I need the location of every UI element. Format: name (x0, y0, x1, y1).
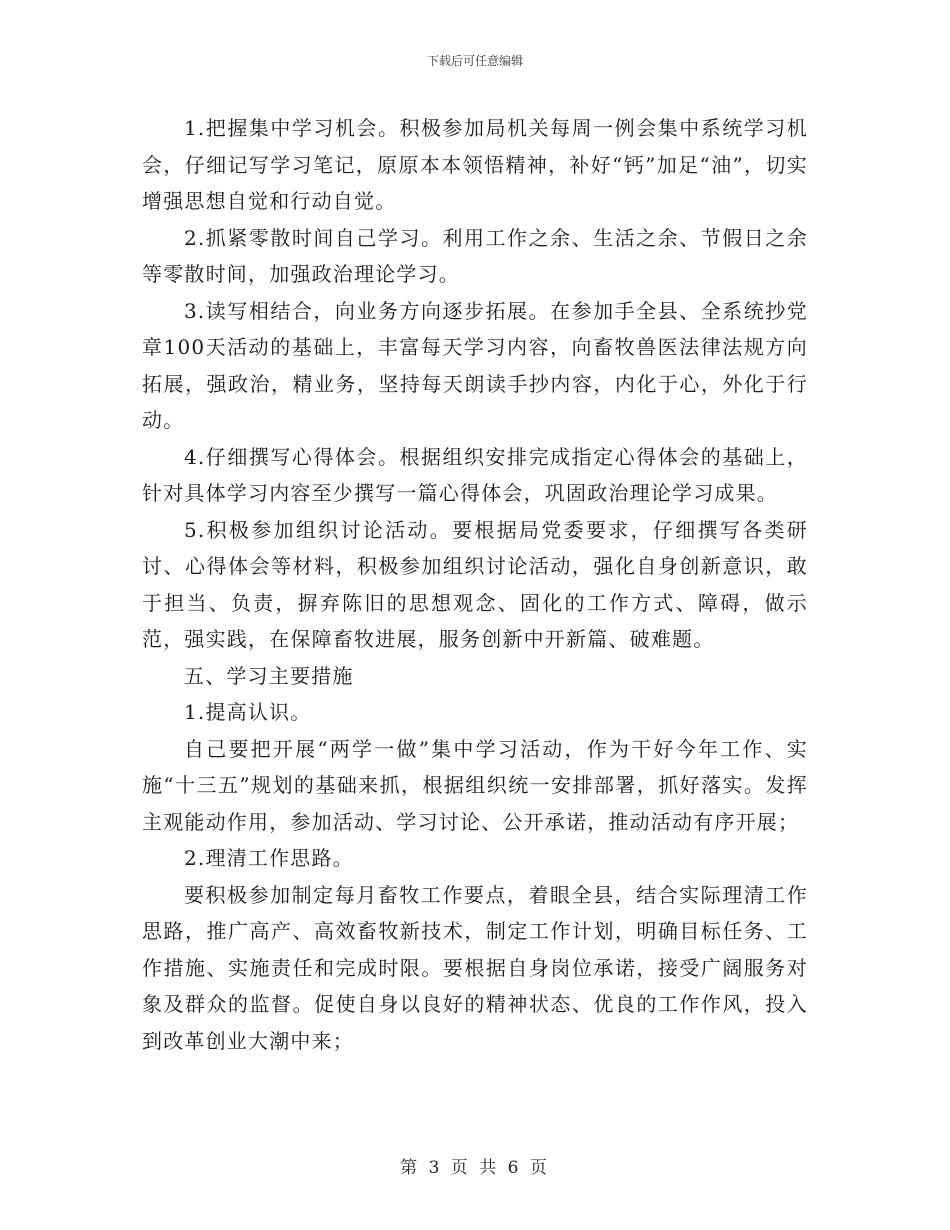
subheading-2: 2.理清工作思路。 (184, 846, 354, 870)
paragraph-7: 要积极参加制定每月畜牧工作要点，着眼全县，结合实际理清工作思路，推广高产、高效畜牧新技术，制定工作计划，明确目标任务、工作措施、实施责任和完成时限。要根据自身岗位承诺，接受广阔服务对象及群众的监督。促使自身以良好的精神状态、优良的工作作风，投入到改革创业大潮中来； (142, 882, 808, 1053)
subheading-1: 1.提高认识。 (184, 700, 312, 724)
page-header: 下载后可任意编辑 (426, 54, 523, 68)
paragraph-3: 3.读写相结合，向业务方向逐步拓展。在参加手全县、全系统抄党章100天活动的基础上，丰富每天学习内容，向畜牧兽医法律法规方向拓展，强政治，精业务，坚持每天朗读手抄内容，内化于心，外化于行动。 (142, 298, 808, 432)
paragraph-2: 2.抓紧零散时间自己学习。利用工作之余、生活之余、节假日之余等零散时间，加强政治理论学习。 (142, 225, 808, 286)
paragraph-1: 1.把握集中学习机会。积极参加局机关每周一例会集中系统学习机会，仔细记写学习笔记，原原本本领悟精神，补好“钙”加足“油”，切实增强思想自觉和行动自觉。 (142, 116, 808, 213)
paragraph-6: 自己要把开展“两学一做”集中学习活动，作为干好今年工作、实施“十三五”规划的基础来抓，根据组织统一安排部署，抓好落实。发挥主观能动作用，参加活动、学习讨论、公开承诺，推动活动有序开展； (142, 736, 808, 834)
paragraph-4: 4.仔细撰写心得体会。根据组织安排完成指定心得体会的基础上，针对具体学习内容至少撰写一篇心得体会，巩固政治理论学习成果。 (142, 444, 808, 505)
page-number: 第 3 页 共 6 页 (400, 1158, 550, 1178)
section-heading-5: 五、学习主要措施 (184, 663, 354, 688)
paragraph-5: 5.积极参加组织讨论活动。要根据局党委要求，仔细撰写各类研讨、心得体会等材料，积极参加组织讨论活动，强化自身创新意识，敢于担当、负责，摒弃陈旧的思想观念、固化的工作方式、障碍，做示范，强实践，在保障畜牧进展，服务创新中开新篇、破难题。 (142, 517, 808, 651)
document-body (142, 110, 808, 1059)
